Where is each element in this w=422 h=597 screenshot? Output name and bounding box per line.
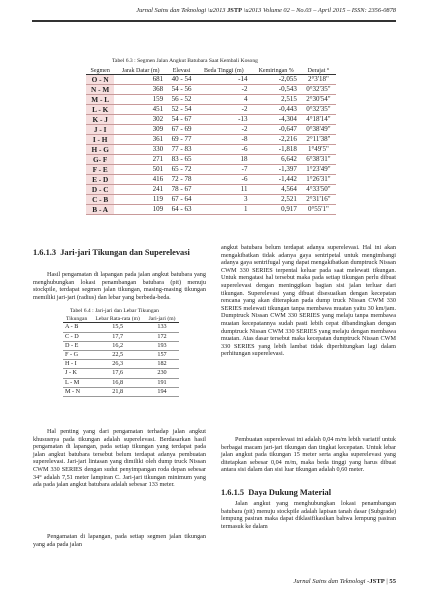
table3-cell: 2°31'16" [301, 195, 336, 205]
table4-cell: 15,5 [90, 323, 145, 332]
table3-cell: 501 [114, 165, 167, 175]
table4-cell: D - E [63, 341, 90, 350]
table4-row [63, 323, 179, 332]
table3-cell: 67 - 69 [167, 125, 196, 135]
table3-row [86, 135, 336, 145]
table3-cell: 40 - 54 [167, 75, 196, 85]
table4-row [63, 341, 179, 350]
table4-row [63, 360, 179, 369]
table3-row [86, 205, 336, 215]
table3-cell: -0,647 [251, 125, 300, 135]
segment-cell: D - C [86, 185, 114, 195]
table4-row [63, 369, 179, 378]
table3-row [86, 185, 336, 195]
table3-cell: 52 - 54 [167, 105, 196, 115]
table3-header-cell: Elevasi [167, 67, 196, 75]
table3-cell: 2°11'38" [301, 135, 336, 145]
left-p3-text: Pengamatan di lapangan, pada setiap segmen jalan tikungan yang ada pada jalan [33, 533, 206, 548]
table3-cell: 3 [196, 195, 251, 205]
table4-cell: L - M [63, 378, 90, 387]
table3-cell: 1 [196, 205, 251, 215]
table4-cell: 22,5 [90, 351, 145, 360]
segment-table [86, 67, 336, 215]
footer-sep: - [367, 578, 370, 585]
segment-cell: J - I [86, 125, 114, 135]
table3-cell: 119 [114, 195, 167, 205]
table3-cell: -6 [196, 175, 251, 185]
header-issue: Volume 02 – No.03 – April 2015 – ISSN: 2356-0878 [262, 7, 396, 14]
table4-cell: 230 [145, 369, 179, 378]
table3-cell: -0,543 [251, 85, 300, 95]
left-p1-text: Hasil pengamatan di lapangan pada jalan angkut batubara yang menghubungkan lokasi penambangan batubara (pit) menuju stockpile, terdapat segmen jalan tikungan, masing-masing tikungan memiliki jari-jari (radius) dan lebar yang berbeda-beda. [33, 271, 206, 301]
table4-cell: 193 [145, 341, 179, 350]
table3-cell: 1°49'5" [301, 145, 336, 155]
table3-cell: -2 [196, 85, 251, 95]
section-1613-number: 1.6.1.3 [33, 248, 57, 257]
segment-cell: H - G [86, 145, 114, 155]
table3-cell: 0°55'1" [301, 205, 336, 215]
table3-cell: -13 [196, 115, 251, 125]
table3-row [86, 125, 336, 135]
table3-row [86, 175, 336, 185]
table4-cell: 133 [145, 323, 179, 332]
table3-cell: -1,397 [251, 165, 300, 175]
table3-header-cell: Kemiringan % [251, 67, 300, 75]
table3-cell: -14 [196, 75, 251, 85]
table4-row [63, 378, 179, 387]
table3-cell: 1°26'31" [301, 175, 336, 185]
right-p3-text: Jalan angkut yang menghubungkan lokasi penambangan batubara (pit) menuju stockpile adalah lapisan tanah dasar (Subgrade) lempung pasiran maka dapat diklasifikasikan bahwa lempung pasiran termasuk ke dalam [221, 500, 396, 530]
table4-row [63, 387, 179, 396]
table3-cell: 109 [114, 205, 167, 215]
table3-cell: 64 - 63 [167, 205, 196, 215]
segment-cell: G- F [86, 155, 114, 165]
section-1613-heading [33, 248, 206, 258]
table4-cell: A - B [63, 323, 90, 332]
header-abbr: JSTP [227, 7, 243, 14]
curve-table [63, 316, 179, 397]
table3-cell: 241 [114, 185, 167, 195]
table3-cell: 56 - 52 [167, 95, 196, 105]
table4-row [63, 351, 179, 360]
table3-row [86, 115, 336, 125]
section-1615-title: Daya Dukung Material [248, 488, 332, 497]
table3-cell: -2,216 [251, 135, 300, 145]
header-journal: Jurnal Sains dan Teknologi [136, 7, 207, 14]
segment-cell: M - L [86, 95, 114, 105]
table3-cell: -2 [196, 125, 251, 135]
table3-cell: -1,442 [251, 175, 300, 185]
right-p2-text: Pembuatan superelevasi ini adalah 0,04 m/m lebih variatif untuk berbagai macam jari-jari tikungan dan tingkat kecepatan. Untuk lebar jalan angkut pada tikungan 15 meter serta angka superelevasi yang ditetapkan sebesar 0,04 m/m, maka beda tinggi yang harus dibuat antara sisi dalam dan sisi luar tikungan adalah 0,60 meter. [221, 436, 396, 474]
table3-row [86, 165, 336, 175]
table4-cell: J - K [63, 369, 90, 378]
table3-cell: 309 [114, 125, 167, 135]
table3-cell: 1°23'49" [301, 165, 336, 175]
table3-cell: 67 - 64 [167, 195, 196, 205]
table4-cell: H - I [63, 360, 90, 369]
table3-cell: 18 [196, 155, 251, 165]
table3-cell: 271 [114, 155, 167, 165]
table3-cell: 69 - 77 [167, 135, 196, 145]
table3-cell: -4,304 [251, 115, 300, 125]
table3-cell: 2°30'54" [301, 95, 336, 105]
segment-cell: N - M [86, 85, 114, 95]
segment-cell: C - B [86, 195, 114, 205]
table3-cell: 11 [196, 185, 251, 195]
table3-row [86, 155, 336, 165]
table3-cell: 4,564 [251, 185, 300, 195]
table3-cell: -8 [196, 135, 251, 145]
table4-cell: M - N [63, 387, 90, 396]
table4-header-cell: Jari-jari (m) [145, 316, 179, 323]
running-header: Jurnal Sains dan Teknologi \u2013 JSTP \u2013 Volume 02 – No.03 – April 2015 – ISSN: 2356-0878 [136, 7, 396, 14]
table3-header-cell: Derajat ° [301, 67, 336, 75]
table3-cell: 65 - 72 [167, 165, 196, 175]
left-paragraph-3 [33, 533, 206, 548]
right-paragraph-1 [221, 244, 396, 358]
segment-cell: L - K [86, 105, 114, 115]
section-1615-number: 1.6.1.5 [221, 488, 245, 497]
table4-cell: C - D [63, 332, 90, 341]
table3-cell: 0°38'49" [301, 125, 336, 135]
table4-cell: 191 [145, 378, 179, 387]
table4-caption: Tabel 6.4 : Jari-jari dan Lebar Tikungan [70, 308, 159, 314]
table3-cell: 302 [114, 115, 167, 125]
table3-cell: 2,521 [251, 195, 300, 205]
table3-cell: -7 [196, 165, 251, 175]
table3-cell: 4°33'50" [301, 185, 336, 195]
right-paragraph-2 [221, 436, 396, 474]
right-p1-text: angkut batubara belum terdapat adanya superelevasi. Hal ini akan mengakibatkan tidak adanya gaya sentripetal untuk mengimbangi adanya gaya sentrifugal yang dapat mengakibatkan dumptruck Nissan CWM 330 SERIES terpental keluar pada saat melewati tikungan. Untuk mengatasi hal tersebut maka pada setiap tikungan perlu dibuat superelevasi dengan meninggikan bagian sisi jalan terluar dari tikungan. Superelevasi yang dibuat disesuaikan dengan kecepatan rencana yang akan diterapkan pada dump truck Nissan CWM 330 SERIES melewati tikungan tanpa membawa muatan yaitu 30 km/jam. Dumptruck Nissan CWM 330 SERIES yang melaju tanpa membawa muatan kecepatannya sudah pasti lebih cepat dibandingkan dengan dumptruck Nissan CWM 330 SERIES yang melaju dengan membawa muatan. Atas dasar tersebut maka kecepatan dumptruck Nissan CWM 330 SERIES yang lebih lambat tidak diperhitungkan lagi dalam perhitungan superelevasi. [221, 244, 396, 358]
table3-cell: 2°3'18" [301, 75, 336, 85]
table3-cell: 6,642 [251, 155, 300, 165]
table3-cell: 368 [114, 85, 167, 95]
table4-cell: 157 [145, 351, 179, 360]
table4-row [63, 332, 179, 341]
running-footer [32, 578, 396, 585]
table3-cell: 361 [114, 135, 167, 145]
right-paragraph-3 [221, 500, 396, 530]
footer-bar: | [386, 578, 388, 585]
table4-cell: 16,2 [90, 341, 145, 350]
header-rule [32, 20, 396, 22]
table3-cell: -0,443 [251, 105, 300, 115]
table4-cell: 16,8 [90, 378, 145, 387]
page-number: 55 [389, 578, 396, 585]
segment-cell: B - A [86, 205, 114, 215]
table4-cell: 17,6 [90, 369, 145, 378]
table4-cell: 182 [145, 360, 179, 369]
section-1613-title: Jari-jari Tikungan dan Superelevasi [60, 248, 190, 257]
table3-row [86, 145, 336, 155]
segment-cell: E - D [86, 175, 114, 185]
table3-cell: -2,055 [251, 75, 300, 85]
table3-cell: 0°32'35" [301, 105, 336, 115]
table3-cell: 54 - 56 [167, 85, 196, 95]
table3-header-cell: Segmen [86, 67, 114, 75]
table4-cell: 26,3 [90, 360, 145, 369]
table3-cell: 72 - 78 [167, 175, 196, 185]
table4-cell: 21,8 [90, 387, 145, 396]
table3-cell: 2,515 [251, 95, 300, 105]
table4-cell: 17,7 [90, 332, 145, 341]
table3-cell: 4°18'14" [301, 115, 336, 125]
table3-cell: -6 [196, 145, 251, 155]
table4-cell: 194 [145, 387, 179, 396]
table3-row [86, 85, 336, 95]
table3-cell: 6°38'31" [301, 155, 336, 165]
table3-cell: -1,818 [251, 145, 300, 155]
table3-row [86, 75, 336, 85]
table3-cell: 681 [114, 75, 167, 85]
table3-cell: -2 [196, 105, 251, 115]
section-1615-heading [221, 488, 396, 498]
table3-row [86, 95, 336, 105]
segment-cell: K - J [86, 115, 114, 125]
table3-cell: 78 - 67 [167, 185, 196, 195]
table4-header-cell: Tikungan [63, 316, 90, 323]
segment-cell: F - E [86, 165, 114, 175]
table3-cell: 0,917 [251, 205, 300, 215]
table3-header-cell: Jarak Datar (m) [114, 67, 167, 75]
left-paragraph-1 [33, 271, 206, 301]
segment-cell: O - N [86, 75, 114, 85]
table4-cell: F - G [63, 351, 90, 360]
table3-cell: 330 [114, 145, 167, 155]
table3-row [86, 105, 336, 115]
table3-cell: 451 [114, 105, 167, 115]
footer-journal: Jurnal Sains dan Teknologi [293, 578, 366, 585]
table3-cell: 54 - 67 [167, 115, 196, 125]
table3-cell: 83 - 65 [167, 155, 196, 165]
table3-cell: 159 [114, 95, 167, 105]
table4-header-cell: Lebar Rata-rata (m) [90, 316, 145, 323]
footer-abbr: JSTP [369, 578, 385, 585]
table3-cell: 416 [114, 175, 167, 185]
table3-cell: 4 [196, 95, 251, 105]
table4-cell: 172 [145, 332, 179, 341]
table3-row [86, 195, 336, 205]
left-p2-text: Hal penting yang dari pengamatan terhadap jalan angkut khususnya pada tikungan adalah superelevasi. Berdasarkan hasil pengamatan di lapangan, pada setiap tikungan yang terdapat pada jalan angkut batubara tersebut belum terdapat adanya pembuatan superelevasi. Jari-jari lintasan yang dimiliki oleh dump truck Nissan CWM 330 SERIES dengan sudut penyimpangan roda depan sebesar 34° adalah 7,51 meter lampiran C. Jari-jari tikungan minimum yang ada pada jalan angkut batubara adalah sebesar 133 meter. [33, 428, 206, 489]
left-paragraph-2 [33, 428, 206, 489]
table3-header-cell: Beda Tinggi (m) [196, 67, 251, 75]
segment-cell: I - H [86, 135, 114, 145]
table3-cell: 0°32'35" [301, 85, 336, 95]
table3-cell: 77 - 83 [167, 145, 196, 155]
table3-caption: Tabel 6.3 : Segmen Jalan Angkut Batubara Saat Kembali Kosong [112, 58, 258, 64]
